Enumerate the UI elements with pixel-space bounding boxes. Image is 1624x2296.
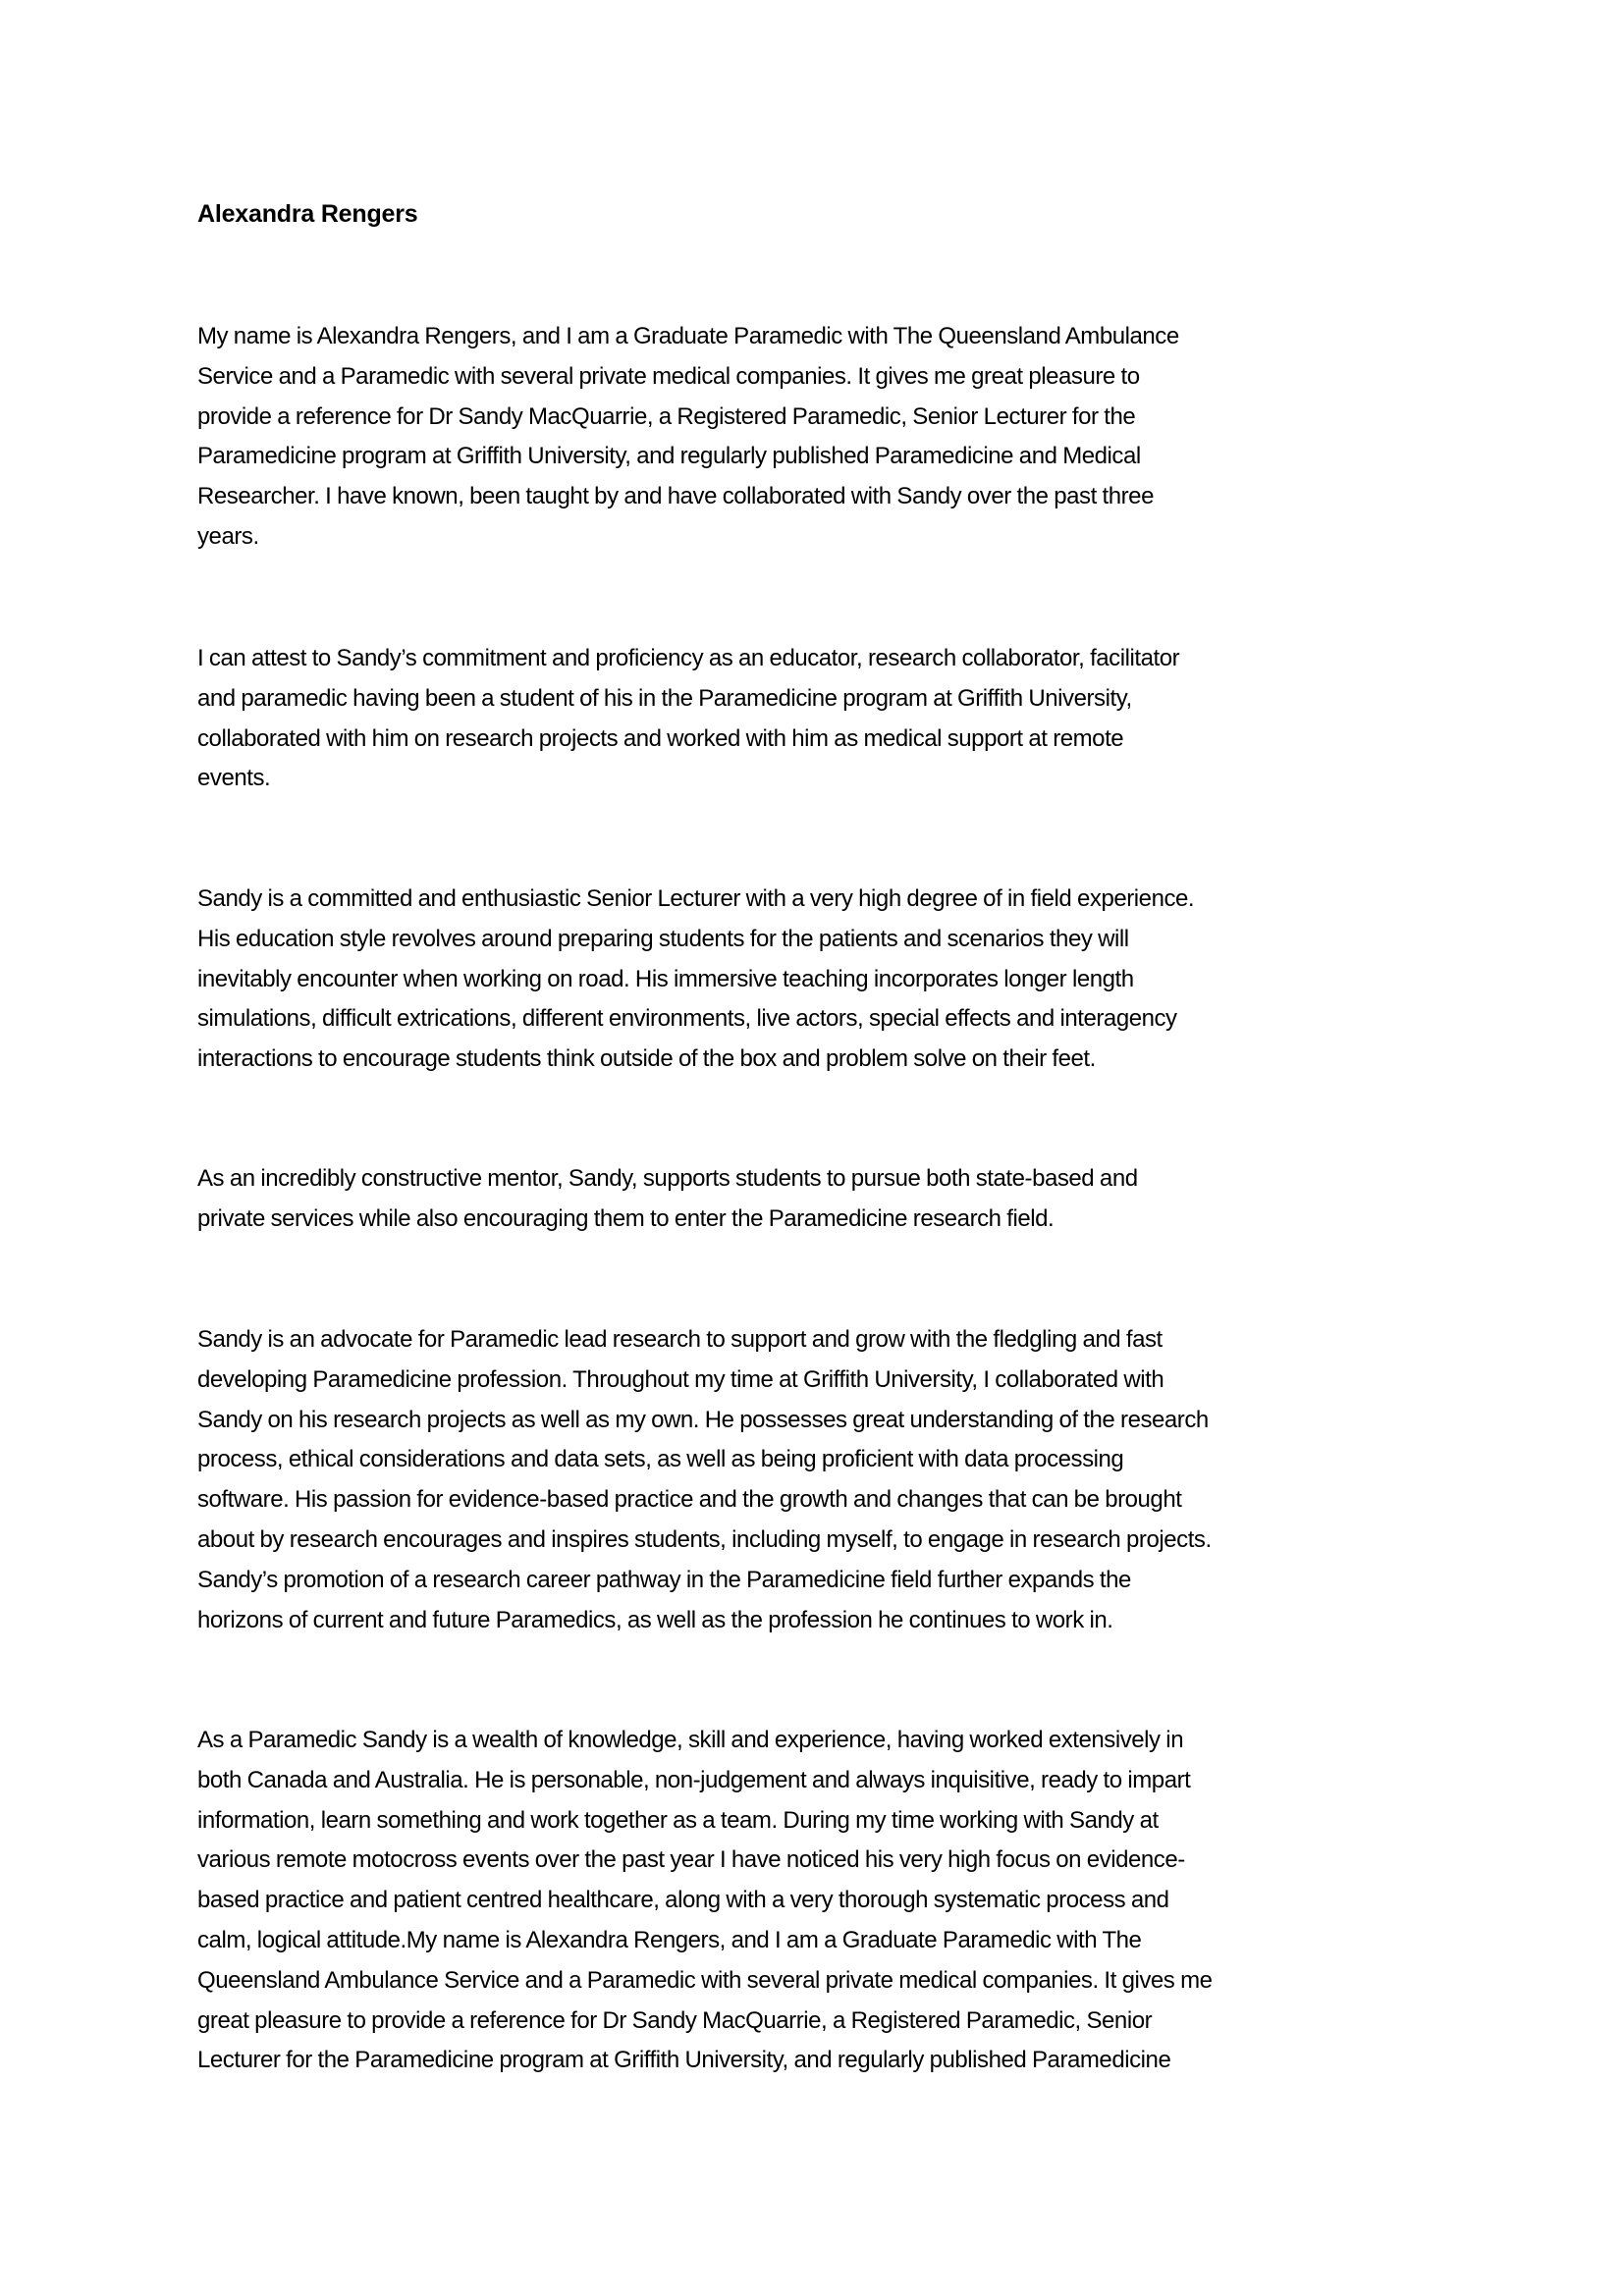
paragraph-paramedic-practice bbox=[197, 1721, 1213, 2081]
text-line: As an incredibly constructive mentor, Sandy, supports students to pursue both state-based and bbox=[197, 1165, 1138, 1192]
text-line: Sandy is an advocate for Paramedic lead research to support and grow with the fledgling and fast bbox=[197, 1326, 1163, 1353]
text-line: calm, logical attitude.My name is Alexandra Rengers, and I am a Graduate Paramedic with The bbox=[197, 1926, 1142, 1953]
text-line: years. bbox=[197, 522, 259, 550]
text-line: Sandy on his research projects as well as my own. He possesses great understanding of the research bbox=[197, 1406, 1209, 1433]
text-line: great pleasure to provide a reference for Dr Sandy MacQuarrie, a Registered Paramedic, Senior bbox=[197, 2006, 1153, 2034]
text-line: both Canada and Australia. He is personable, non-judgement and always inquisitive, ready to impart bbox=[197, 1766, 1191, 1793]
text-line: Service and a Paramedic with several private medical companies. It gives me great pleasure to bbox=[197, 362, 1140, 390]
paragraph-mentoring bbox=[197, 1159, 1138, 1240]
text-line: based practice and patient centred healthcare, along with a very thorough systematic process and bbox=[197, 1887, 1169, 1914]
text-line: Paramedicine program at Griffith University, and regularly published Paramedicine and Medical bbox=[197, 443, 1141, 470]
text-line: As a Paramedic Sandy is a wealth of knowledge, skill and experience, having worked extensively in bbox=[197, 1727, 1184, 1753]
text-line: private services while also encouraging them to enter the Paramedicine research field. bbox=[197, 1204, 1055, 1232]
paragraph-research bbox=[197, 1320, 1212, 1640]
text-line: Sandy’s promotion of a research career pathway in the Paramedicine field further expands the bbox=[197, 1566, 1131, 1593]
text-line: and paramedic having been a student of his in the Paramedicine program at Griffith University, bbox=[197, 684, 1132, 712]
text-line: Queensland Ambulance Service and a Paramedic with several private medical companies. It gives me bbox=[197, 1966, 1213, 1994]
text-line: Lecturer for the Paramedicine program at Griffith University, and regularly published Paramedicine bbox=[197, 2047, 1171, 2074]
document-title: Alexandra Rengers bbox=[197, 200, 418, 228]
paragraph-teaching bbox=[197, 880, 1194, 1080]
text-line: His education style revolves around preparing students for the patients and scenarios they will bbox=[197, 925, 1129, 952]
text-line: I can attest to Sandy’s commitment and proficiency as an educator, research collaborator, facilitator bbox=[197, 645, 1180, 671]
text-line: provide a reference for Dr Sandy MacQuarrie, a Registered Paramedic, Senior Lecturer for the bbox=[197, 402, 1136, 430]
text-line: developing Paramedicine profession. Throughout my time at Griffith University, I collaborated with bbox=[197, 1365, 1164, 1393]
paragraph-introduction bbox=[197, 317, 1179, 558]
text-line: inevitably encounter when working on road. His immersive teaching incorporates longer length bbox=[197, 965, 1134, 992]
text-line: interactions to encourage students think outside of the box and problem solve on their feet. bbox=[197, 1045, 1096, 1073]
text-line: Sandy is a committed and enthusiastic Senior Lecturer with a very high degree of in field experience. bbox=[197, 885, 1195, 912]
text-line: horizons of current and future Paramedics, as well as the profession he continues to work in. bbox=[197, 1606, 1113, 1633]
text-line: simulations, difficult extrications, different environments, live actors, special effects and interagency bbox=[197, 1005, 1177, 1033]
text-line: software. His passion for evidence-based practice and the growth and changes that can be brought bbox=[197, 1486, 1182, 1514]
text-line: events. bbox=[197, 765, 271, 792]
text-line: about by research encourages and inspires students, including myself, to engage in research projects. bbox=[197, 1525, 1212, 1553]
text-line: information, learn something and work together as a team. During my time working with Sandy at bbox=[197, 1806, 1159, 1834]
text-line: Researcher. I have known, been taught by and have collaborated with Sandy over the past three bbox=[197, 483, 1154, 510]
text-line: collaborated with him on research projects and worked with him as medical support at remote bbox=[197, 724, 1124, 752]
text-line: various remote motocross events over the past year I have noticed his very high focus on evidence- bbox=[197, 1846, 1185, 1874]
paragraph-attestation bbox=[197, 639, 1179, 799]
text-line: My name is Alexandra Rengers, and I am a Graduate Paramedic with The Queensland Ambulance bbox=[197, 323, 1179, 349]
text-line: process, ethical considerations and data sets, as well as being proficient with data processing bbox=[197, 1446, 1124, 1473]
